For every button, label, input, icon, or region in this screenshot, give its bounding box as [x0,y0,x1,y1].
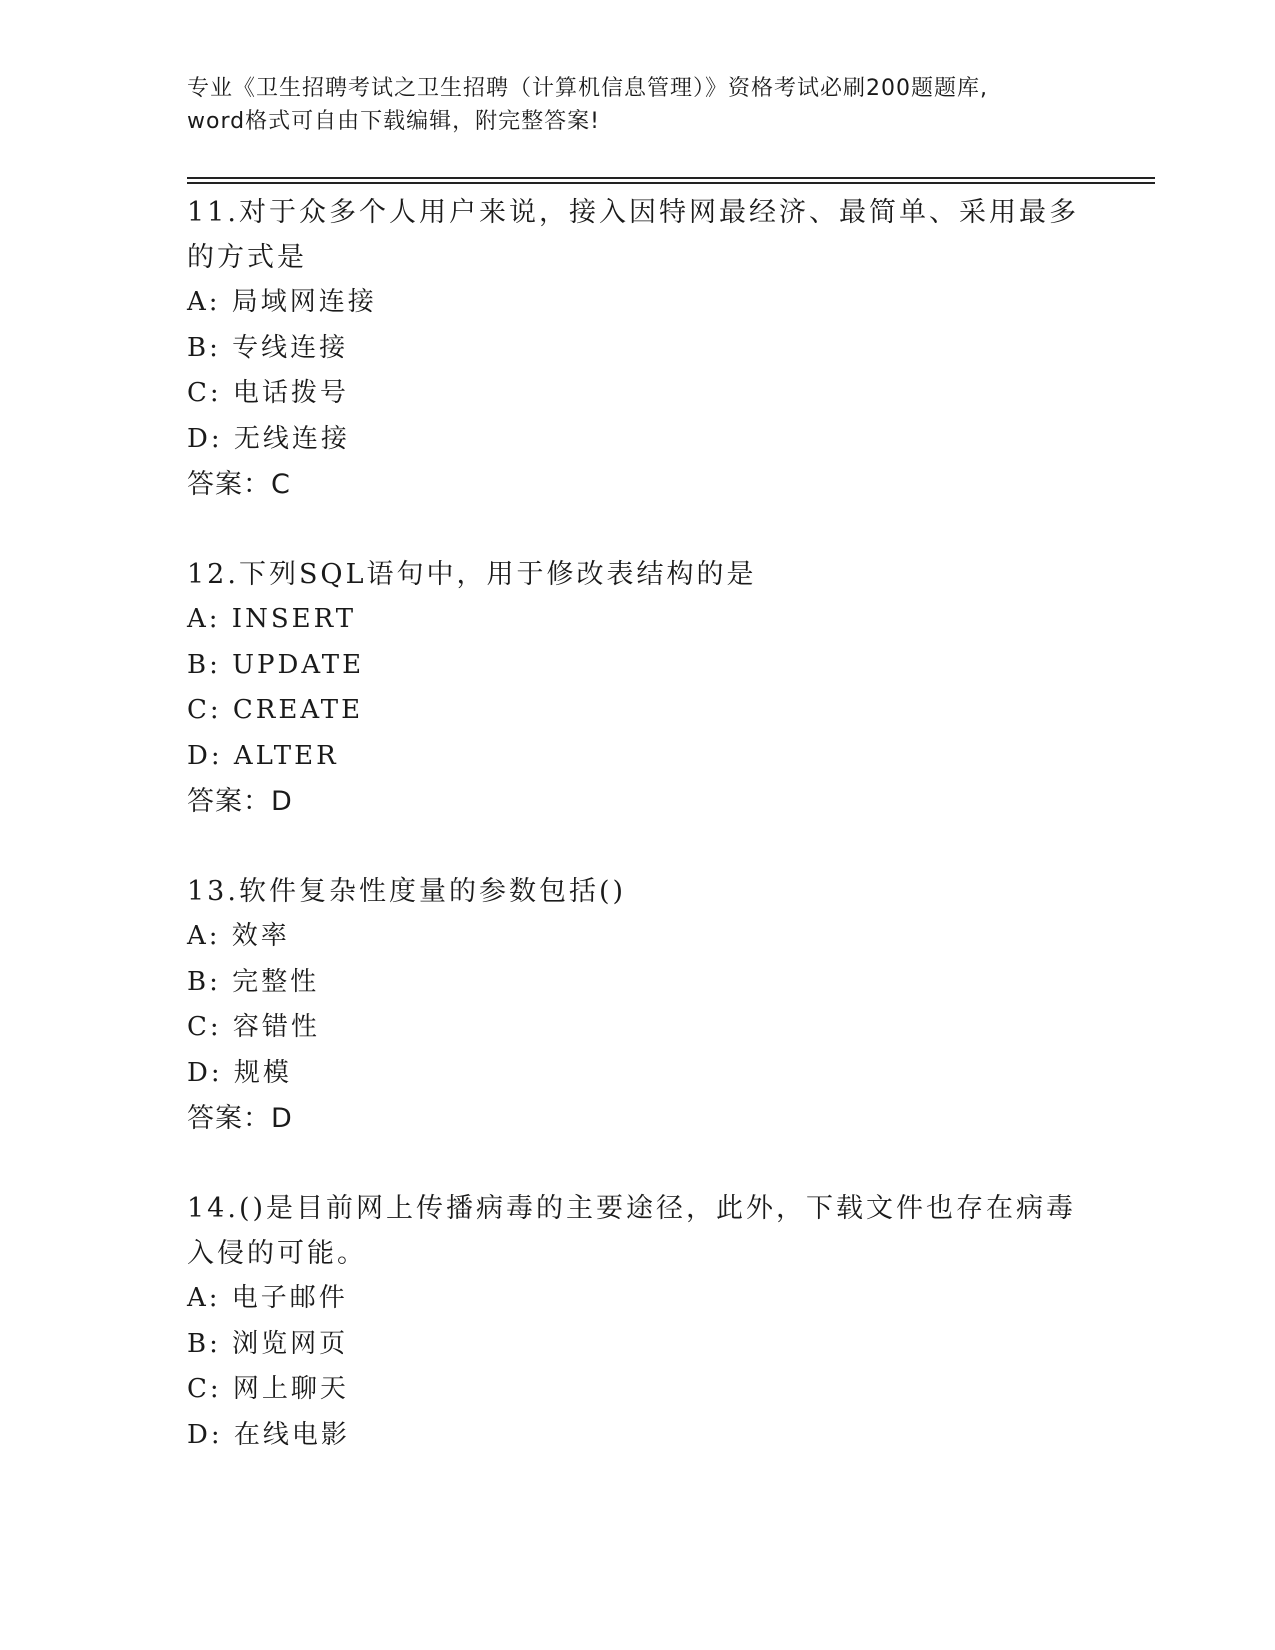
answer-label: 答案：D [187,786,293,817]
header-divider-bottom [187,182,1155,184]
question-stem: 12.下列SQL语句中，用于修改表结构的是 [187,559,757,590]
header-divider-top [187,177,1155,179]
option-b: B: 浏览网页 [187,1328,349,1359]
option-a: A: 局域网连接 [187,287,377,317]
document-header [187,72,1087,138]
option-b: B: 专线连接 [187,332,349,363]
header-line-2: word格式可自由下载编辑，附完整答案! [187,109,600,134]
option-b: B: UPDATE [187,649,365,680]
option-c: C: CREATE [187,695,364,725]
question-11 [187,190,1087,507]
answer-label: 答案：C [187,469,291,500]
question-13 [187,869,1087,1141]
question-stem: 13.软件复杂性度量的参数包括() [187,876,627,907]
option-d: D: ALTER [187,740,339,771]
option-c: C: 电话拨号 [187,378,349,408]
option-d: D: 无线连接 [187,423,350,454]
question-list [187,190,1087,1503]
option-a: A: INSERT [187,604,357,634]
option-b: B: 完整性 [187,966,320,997]
option-a: A: 电子邮件 [187,1283,348,1313]
question-12 [187,552,1087,824]
header-line-1: 专业《卫生招聘考试之卫生招聘（计算机信息管理）》资格考试必刷200题题库, [187,76,988,101]
answer-label: 答案：D [187,1103,293,1134]
option-c: C: 网上聊天 [187,1374,349,1404]
option-d: D: 在线电影 [187,1419,350,1450]
question-stem: 14.()是目前网上传播病毒的主要途径，此外，下载文件也存在病毒入侵的可能。 [187,1193,1077,1269]
question-14 [187,1186,1087,1458]
option-d: D: 规模 [187,1057,292,1088]
option-c: C: 容错性 [187,1012,320,1042]
option-a: A: 效率 [187,921,290,951]
question-stem: 11.对于众多个人用户来说，接入因特网最经济、最简单、采用最多的方式是 [187,197,1079,273]
